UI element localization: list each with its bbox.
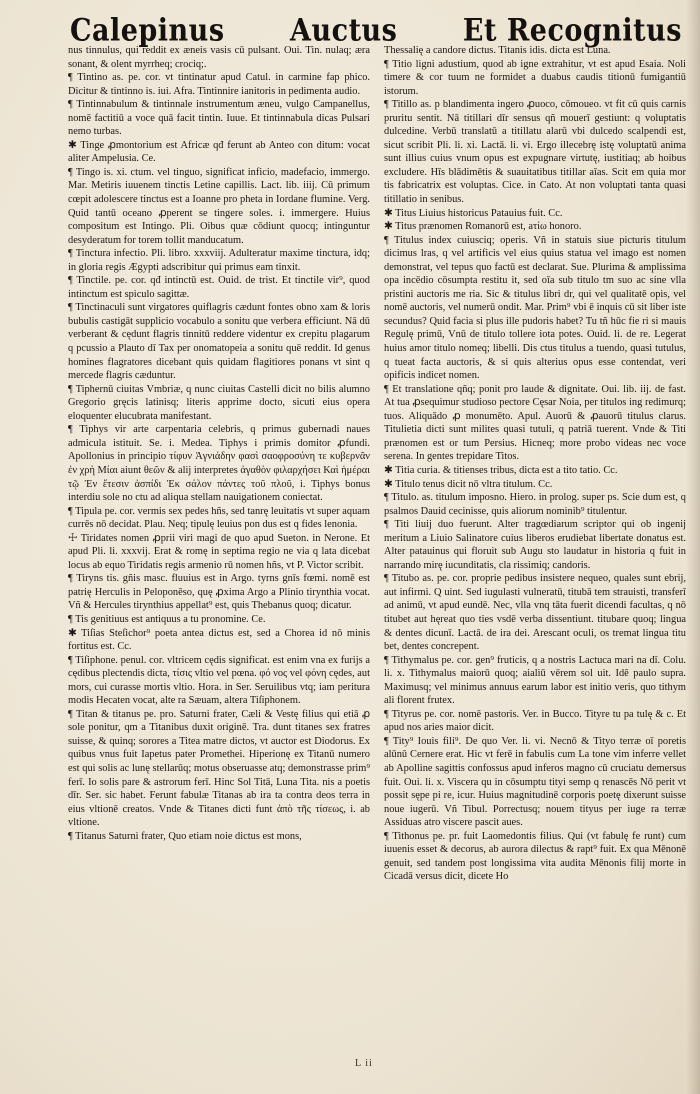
- dictionary-entry: ¶ Tithonus pe. pr. fuit Laomedontis filius. Qui (vt fabulę fe runt) cum iuuenis esset & decorus, ab aurora dilectus & rapt⁹ fuit. Ex qua Mēnonē genuit, sed tandem post longissima vita audita Mēnonis filij morte in Cicadā versus dicit, dicete Ho: [384, 830, 686, 883]
- dictionary-entry: ¶ Tity⁹ Iouis fili⁹. De quo Ver. li. vi. Necnō & Tityo terræ oī poretis alūnū Cernere erat. Hic vt ferē in fabulis cum La tone vim inferre vellet ab Apolline sagittis confossus apud inferos magno cū cruciatu demersus fuit. Oui. li. x. Viscera qu in cōsumptu tityi semp q renascēs Nō perit vt possit sępe pi re, icur. Huius magnitudinē corporis poetę dixerunt suisse noue iugerū. Vñ Tibul. Porrectusq; nouem tityus per iuge ra terræ Assiduas atro viscere pascit aues.: [384, 735, 686, 829]
- dictionary-entry: ¶ Tiphys vir arte carpentaria celebris, q primus gubernadi naues admicula istituit. Se. i. Medea. Tiphys i primis domitor ꝓfundi. Apollonius in principio τίφυν Ἀγνιάδην φασὶ σαοφροσύνη τε κυβερνᾶν ἐν χρὴ Μίαι aiunt θεῶν & alij interpretes ἀγαθὸν φιλαρχήσει Καὶ ἡμέραι τῷ Ἐν ἔτεσιν ἀσπίδι Ἐκ σάλον πάντες τοῦ πλοῦ, i. Tiphys bonus interdiu sole no ctu ad aliqua stellam nauigationem coniectat.: [68, 424, 370, 504]
- dictionary-entry: ¶ Tinctura infectio. Pli. libro. xxxviij. Adulteratur maxime tinctura, idq; in gloria regis Ægypti adscribitur qui primus eam tinxit.: [68, 248, 370, 273]
- dictionary-entry: ¶ Tityrus pe. cor. nomē pastoris. Ver. in Bucco. Tityre tu pa tulę & c. Et apud nos aries maior dicit.: [384, 708, 686, 734]
- signature-mark: L ii: [355, 1058, 373, 1069]
- dictionary-entry: nus tinnulus, qui reddit ex æneis vasis cū pulsant. Oui. Tin. nulaq; æra sonant, & olent myrrheq; crociq;.: [68, 45, 370, 70]
- dictionary-entry: ¶ Tithymalus pe. cor. gen⁹ fruticis, q a nostris Lactuca mari na dī. Colu. li. x. Tithymalus maiorū quoq; aialiū vērem sol uit. Idē paulo supra. Maximusq; vel minimus annuus earum labor est initio veris, quo tithym ali florent frutex.: [384, 654, 686, 707]
- dictionary-entry: ✱ Titus Liuius historicus Patauius fuit. Cc.: [384, 207, 563, 219]
- dictionary-entry: ☩ Tiridates nomen ꝓprii viri magi de quo apud Sueton. in Nerone. Et apud Pli. li. xxxvij. Erat & romę in septima regio ne via q lata dicebat locus ab equo Tiridatis regis armenio rū nomen hñs, vt P. Victor scribit.: [68, 532, 370, 571]
- left-column: [68, 44, 370, 1049]
- text-columns: [68, 44, 686, 1049]
- dictionary-entry: ¶ Titulus index cuiusciq; operis. Vñ in statuis siue picturis titulum dicimus lras, q vel artificis vel eius quius statua vel imago est nomen demonstrat, vel tepus quo factū est declarat. Sue. Plurima & amplissima opa incēdio cōsumpta restitu it, sed oīa sub titulo tm suo ac sine vlla pristini auctoris me ria. Sic & titulus libri dr, qui vel qualitatē opis, vel nomē auctoris, vel numerū ondit. Mar. Prim⁹ vbi ē inquis cū sit liber iste secundus? Quid facia si plus ille pudoris habet? Tu tñ hūc fie ri si mauis Regulę primū, Vnū de titulo tollere iota potes. Ouid. li. de re. Legerat huius amor titulo nomeq; libelli. Dis ctus titulus a tuendo, quasi tutulus, q tueat facta auctoris, & si quis alterius opus esse contendat, veri opificis indicet nomen.: [384, 234, 686, 382]
- dictionary-entry: ¶ Titanus Saturni frater, Quo etiam noie dictus est mons,: [68, 830, 302, 842]
- dictionary-entry: Thessalię a candore dictus. Titanis idis. dicta est Luna.: [384, 45, 611, 56]
- dictionary-entry: ¶ Tinctinaculi sunt virgatores quiflagris cædunt fontes obno xam & loris bubulis castigāt supplicio vocabulo a sonitu que verbera efficiunt. Nā dū verberant & cędunt flagris tinnitū reddere videntur ex crepitu plagarum q pcussio a Plauto dī Tax per onomatopeia a sonitu quē reddit. Id genus homines flagratores dicebant quis quidam flagitiores ponans vt sint q mercede flagris cæduntur.: [68, 302, 370, 382]
- dictionary-entry: ¶ Tintinnabulum & tintinnale instrumentum æneu, vulgo Campanellus, nomē factitiū a voce quā facit tintin. Iuue. Et tintinnabula dicas Pulsari nemo turbas.: [68, 99, 370, 138]
- dictionary-entry: ¶ Titubo as. pe. cor. proprie pedibus insistere nequeo, quales sunt ebrij, aut infirmi. Q uint. Sed iugulasti vulneratū, titubā tem strauisti, transferī ad animū, vt apud eundē. Nec, vlla vnq tāta fuerit dicendi facultas, q nō titubet aut hęreat quo ties vsdē verba dissentiunt. titubare quoq; lingua & dentes dicunī. Lactā. de ira dei. Arescant oculi, os tremat lingua titu bet, dentes concrepent.: [384, 573, 686, 653]
- dictionary-entry: ¶ Tintino as. pe. cor. vt tintinatur apud Catul. in carmine fap phico. Dicitur & tintinno is. iui. Afra. Tintinnire ianitoris in pedimenta audio.: [68, 72, 370, 97]
- dictionary-entry: ✱ Titulo tenus dicit nō vltra titulum. Cc.: [384, 478, 553, 490]
- dictionary-entry: ¶ Titulo. as. titulum imposno. Hiero. in prolog. super ps. Scie dum est, q psalmos Dauid cecinisse, quis aliorum nominib⁹ titulentur.: [384, 492, 686, 517]
- running-head-right: Et Recognitus: [462, 12, 682, 49]
- dictionary-entry: ¶ Titio ligni adustium, quod ab igne extrahitur, vt est apud Esaia. Noli timere & cor tuum ne formidet a duabus caudis titionū fumigantiū istorum.: [384, 58, 686, 97]
- dictionary-entry: ✱ Titia curia. & titienses tribus, dicta est a tito tatio. Cc.: [384, 464, 618, 476]
- dictionary-entry: ✱ Titus prænomen Romanorū est, aτίω honoro.: [384, 221, 582, 233]
- dictionary-entry: ✱ Tiſias Steſichor⁹ poeta antea dictus est, sed a Chorea id nō minis fortitus est. Cc.: [68, 627, 370, 653]
- dictionary-entry: ¶ Titillo as. p blandimenta ingero ꝓuoco, cōmoueo. vt fit cū quis carnis pruritu sentit. Nā titillari dīr sensus qñ mouerī gestiunt: q voluptatis dulcedine. Verbū translatū a titillatu alarū vbi dulcedo scalpendi est, sicut scribit Pli. li. xi. Lactā. li. vi. Ergo illecebrę istę voluptatū anima sunt illius cuius vnum opus est expugnare virtutę, iustitiaq; ab hoibus excludere. Hīs blādimētis & suauitatibus titillar aīas. Scit em quia mor tis fabricatrix est voluptas. Cice. in Cato. At non voluptati tanta quasi titillatio in senibus.: [384, 99, 686, 206]
- page-edge-shadow: [686, 0, 700, 1094]
- running-head: [70, 4, 682, 49]
- dictionary-entry: ¶ Tiphernū ciuitas Vmbriæ, q nunc ciuitas Castelli dicit no bilis alumno Gregorio gręcis latinisq; literis apprime docto, sicuti eius opera eloquenter elucubrata manifestant.: [68, 383, 370, 422]
- right-column: [384, 44, 686, 1049]
- dictionary-entry: ¶ Tipula pe. cor. vermis sex pedes hñs, sed tanrę leuitatis vt super aquam currēs nō decidat. Plau. Neq; tipulę leuius pon dus est q fides lenonia.: [68, 505, 370, 531]
- dictionary-entry: ¶ Tiſiphone. penul. cor. vltricem cędis significat. est enim vna ex furijs a cędibus plectendis dicta, τίσις vltio vel pœna. φό νος vel φόνη cędes, aut mors, cui curasse mortis vltio. Hora. in Ser. Seruilibus vtq; iam peritura modis Hecaten vocat, alte ra Sæuam, altera Tiſiphonem.: [68, 654, 370, 707]
- running-head-center: Auctus: [290, 12, 398, 49]
- dictionary-entry: ¶ Et translatione qñq; ponit pro laude & dignitate. Oui. lib. iij. de fast. At tua ꝓsequimur studioso pectore Cęsar Noia, per titulos ing redimurq; tuos. Aliquādo ꝓ monumēto. Apul. Auorū & ꝓauorū titulus clarus. Titulietia dicti sunt milites quasi tutuli, q patriā tuerent. Vnde & Titi prænomen est or tum Persius. Hicneq; more probo videas nec voce serena. In gentes trepidare Titos.: [384, 383, 686, 463]
- dictionary-entry: ¶ Tinctile. pe. cor. qđ intinctū est. Ouid. de trist. Et tinctile vir⁹, quod intinctum est spiculo sagittæ.: [68, 275, 370, 300]
- dictionary-entry: ¶ Tis genitiuus est antiquus a tu pronomine. Ce.: [68, 613, 266, 625]
- dictionary-entry: ✱ Tinge ꝓmontorium est Africæ qđ ferunt ab Anteo con ditum: vocat aliter Ampelusia. Ce.: [68, 139, 370, 165]
- dictionary-entry: ¶ Titi liuij duo fuerunt. Alter tragœdiarum scriptor qui ob ingenij meritum a Liuio Salinatore cuius liberos erudiebat libertate donatus est. Alter patauinus qui floruit sub Augu sto laudatur in historia q fuit in narrando mirę iucunditatis, cla rissimiq; candoris.: [384, 519, 686, 571]
- dictionary-entry: ¶ Tingo is. xi. ctum. vel tinguo, significat inficio, madefacio, immergo. Mar. Metiris iuuenem tinctis Letine capillis. Lact. lib. iiij. Cū primum cœpit adolescere tinctus est a Ioanne pro pheta in Iordane flumine. Verg. Quid tantū oceano ꝓperent se tingere soles. i. immergere. Huius compositum est Intingo. Pli. Oibus quæ cōdiunt quocq; intinguntur desyderatum for torem tollit manducatum.: [68, 166, 370, 246]
- dictionary-entry: ¶ Titan & titanus pe. pro. Saturni frater, Cæli & Vestę filius qui etiā ꝓ sole ponitur, qm a Titanibus duxit originē. Tra. dunt titanes sex fratres suisse, & quinq; sorores a Titea matre dictos, vt auctor est Diodorus. Ex quibus vnus fuit Iapetus pater Promethei. Hiperionę ex Titanū numero est qui solis ac lunę stellarūq; motus obseruasse atq; demonstrasse prim⁹ ferī. Io solis pare & astrorum ferī. Hinc Sol Titā, Luna Tita. nis a poetis dīr. Ser. sic habet. Ferunt fabulæ Titanas ab ira ta contra deos terra in eius vltionē creatos. Vnde & Titanes dicti funt ἀπὸ τῆς τίσεως, i. ab vltione.: [68, 708, 370, 829]
- running-head-left: Calepinus: [70, 12, 225, 49]
- dictionary-entry: ¶ Tiryns tis. gñis masc. fluuius est in Argo. tyrns gnīs fœmi. nomē est patrię Herculis in Peloponēso, quę ꝓxima Argo a Plinio tirynthia vocat. Vñ & Hercules tirynthius appellat⁹ est, quis Thebanus quoq; dicatur.: [68, 573, 370, 612]
